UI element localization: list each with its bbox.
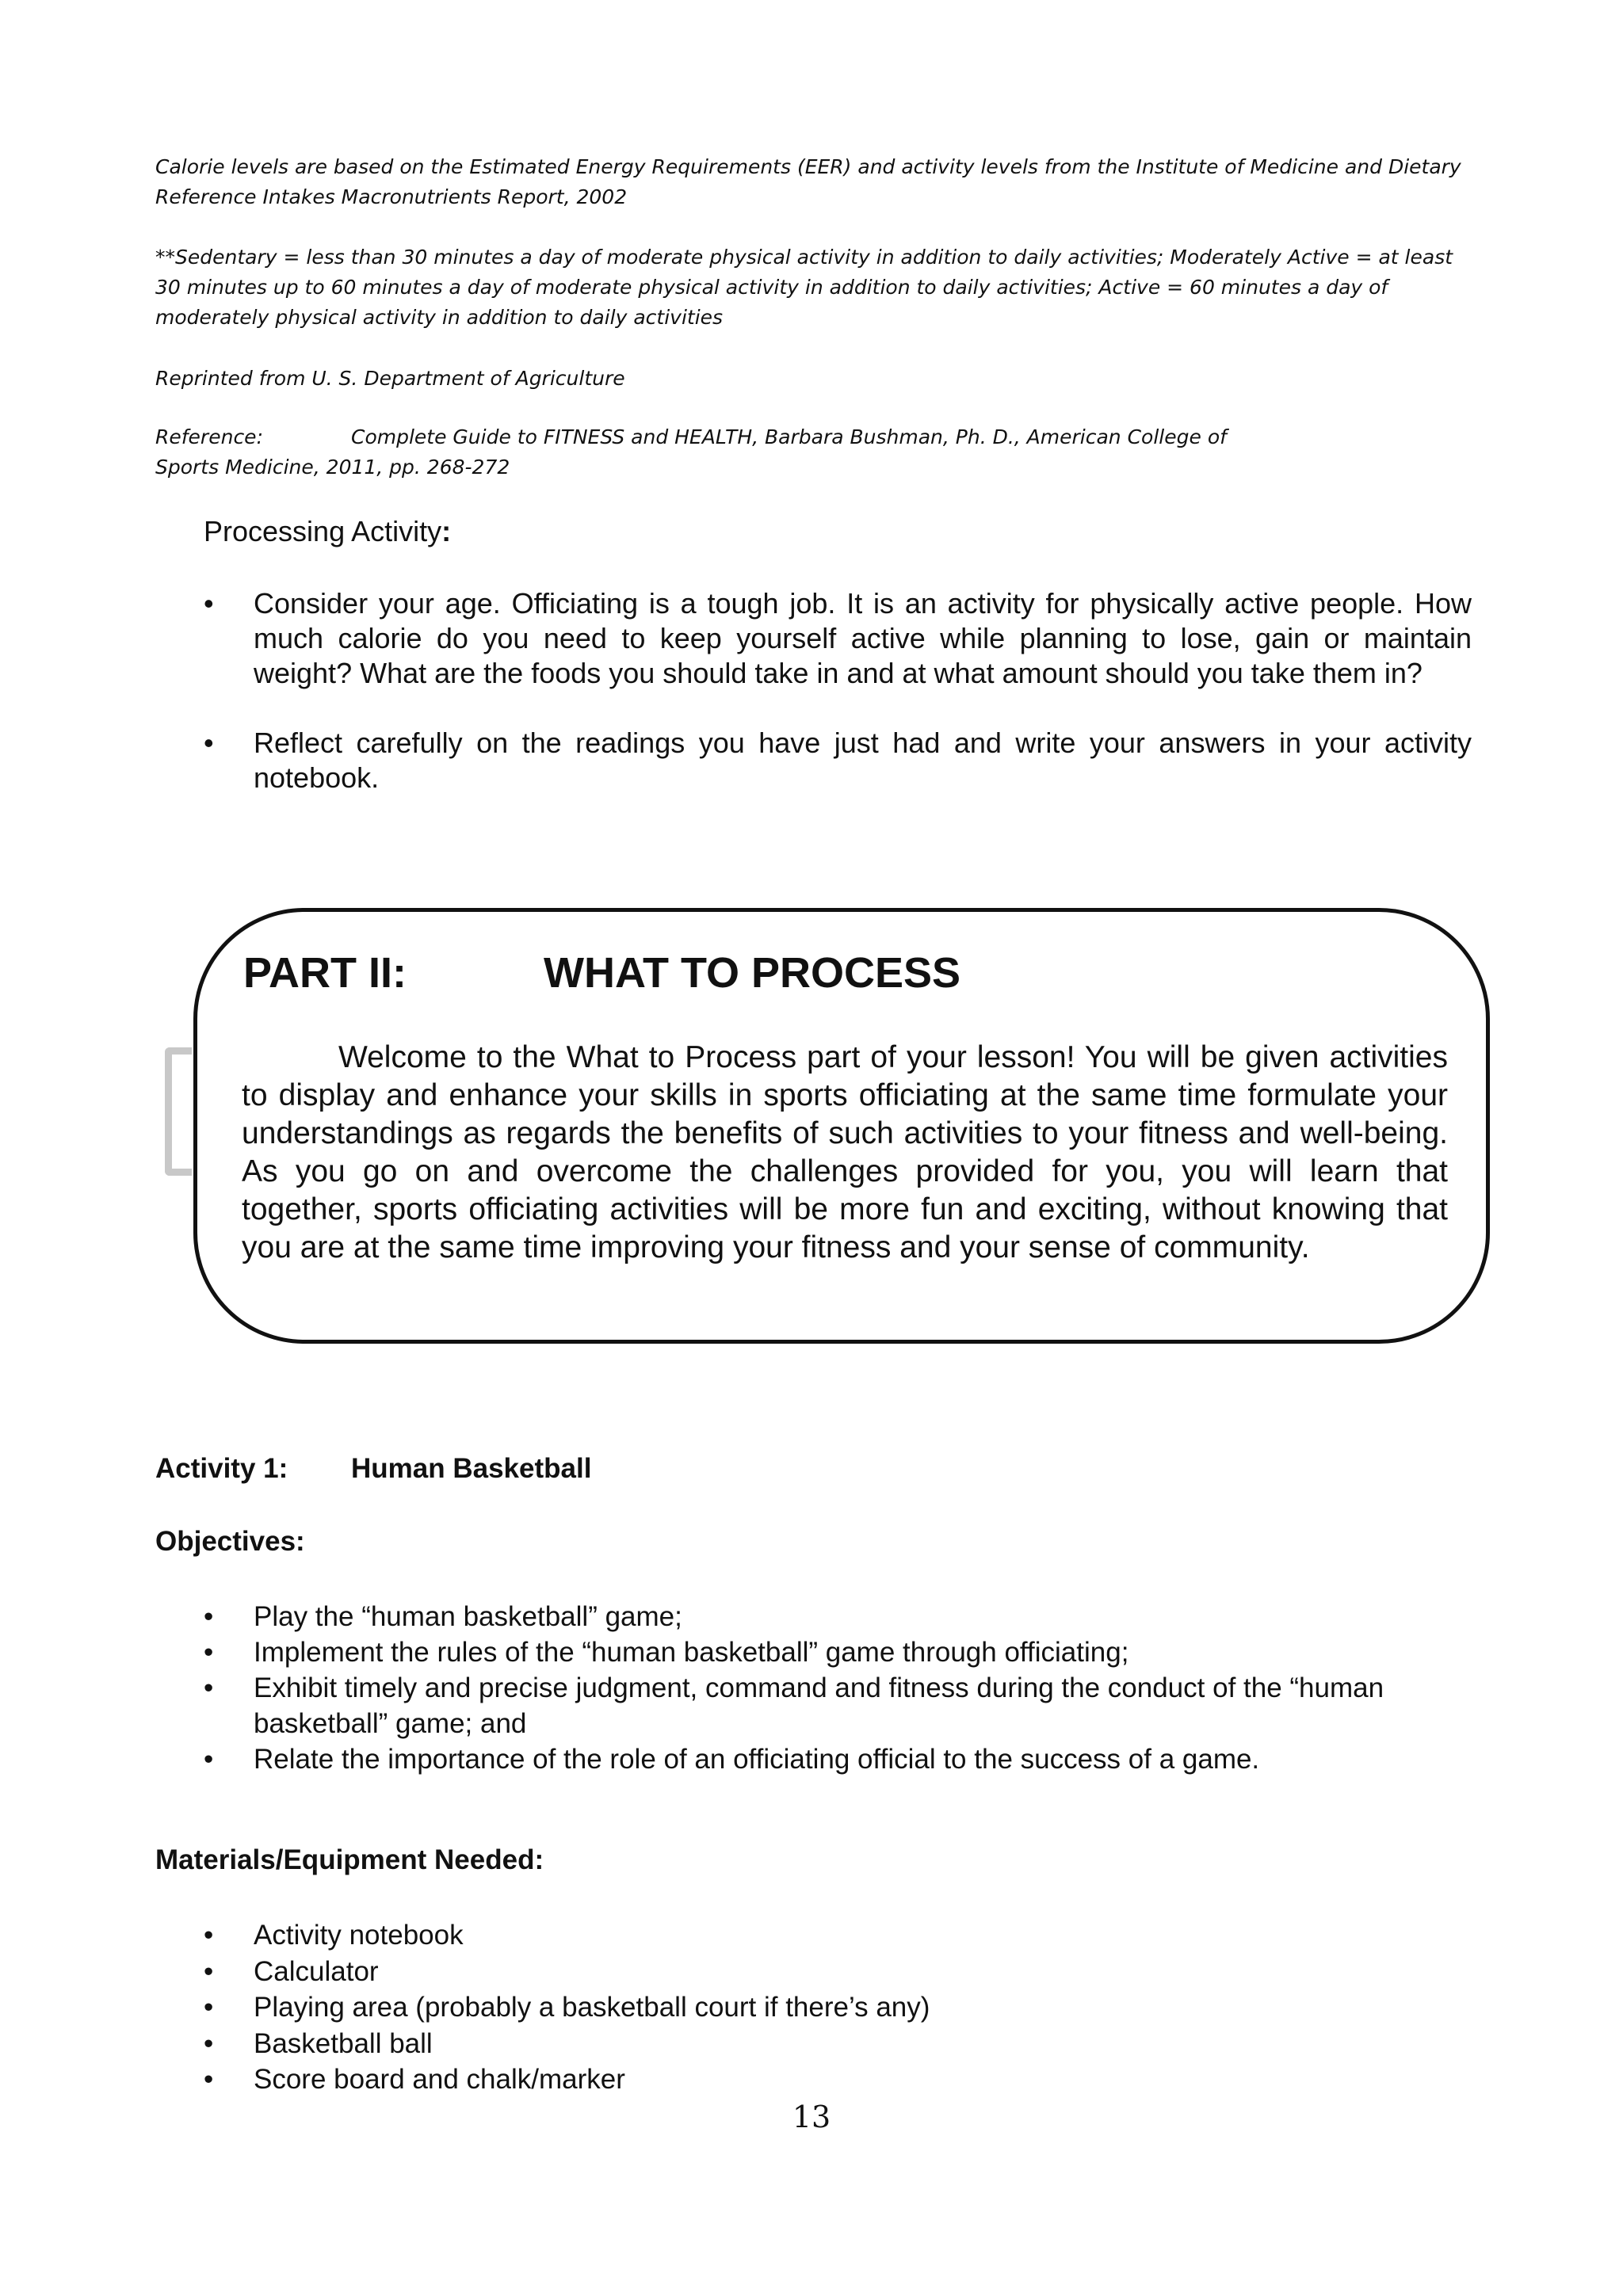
decorative-bracket (165, 1047, 192, 1176)
processing-heading-text: Processing Activity (204, 515, 442, 547)
part-intro-text: Welcome to the What to Process part of your lesson! You will be given activities to display and enhance your skills in sports officiating at the same time formulate your understandings as regards the benefits of such activities to your fitness and well-being. As you go on and overcome the challenges provided for you, you will learn that together, sports officiating activities will be more fun and exciting, without knowing that you are at the same time improving your fitness and your sense of community. (242, 1040, 1448, 1264)
activity-label: Activity 1: (155, 1453, 288, 1484)
list-item: • Score board and chalk/marker (204, 2061, 1472, 2098)
objectives-list (204, 1599, 1472, 1777)
materials-list (204, 1917, 1472, 2098)
list-item: • Exhibit timely and precise judgment, command and fitness during the conduct of the “human basketball” game; and (204, 1670, 1472, 1741)
list-item: • Consider your age. Officiating is a tough job. It is an activity for physically active people. How much calorie do you need to keep yourself active while planning to lose, gain or maintain weight? What are the foods you should take in and at what amount should you take them in? (204, 586, 1472, 691)
part-title: WHAT TO PROCESS (544, 949, 961, 997)
objectives-heading: Objectives: (155, 1526, 305, 1557)
reference-label: Reference: (155, 425, 263, 448)
list-item: • Basketball ball (204, 2026, 1472, 2062)
activity-name: Human Basketball (351, 1453, 592, 1484)
part-label: PART II: (243, 949, 407, 997)
list-item: • Implement the rules of the “human basketball” game through officiating; (204, 1634, 1472, 1670)
list-item: • Playing area (probably a basketball court if there’s any) (204, 1989, 1472, 2026)
part-two-box (193, 908, 1490, 1344)
materials-heading: Materials/Equipment Needed: (155, 1844, 544, 1875)
reprint-note: Reprinted from U. S. Department of Agriculture (155, 367, 625, 390)
list-item: • Calculator (204, 1954, 1472, 1990)
list-item: • Reflect carefully on the readings you have just had and write your answers in your activity notebook. (204, 726, 1472, 795)
list-item: • Play the “human basketball” game; (204, 1599, 1472, 1634)
activity-level-note: **Sedentary = less than 30 minutes a day of moderate physical activity in addition to daily activities; Moderately Active = at least 30 minutes up to 60 minutes a day of moderate physical activity in addition to daily activities; Active = 60 minutes a day of moderately physical activity in addition to daily activities (155, 246, 1453, 329)
list-item: • Relate the importance of the role of an officiating official to the success of a game. (204, 1741, 1472, 1777)
processing-activity-heading (204, 515, 451, 548)
page-number: 13 (792, 2100, 831, 2134)
list-item: • Activity notebook (204, 1917, 1472, 1954)
processing-list (204, 586, 1472, 830)
reference-text-cont: Sports Medicine, 2011, pp. 268-272 (155, 456, 510, 479)
reference-note (155, 422, 1471, 482)
processing-heading-colon: : (441, 515, 452, 547)
reference-text: Complete Guide to FITNESS and HEALTH, Barbara Bushman, Ph. D., American College of (351, 425, 1227, 448)
calorie-note: Calorie levels are based on the Estimated Energy Requirements (EER) and activity levels from the Institute of Medicine and Dietary Reference Intakes Macronutrients Report, 2002 (155, 155, 1461, 208)
